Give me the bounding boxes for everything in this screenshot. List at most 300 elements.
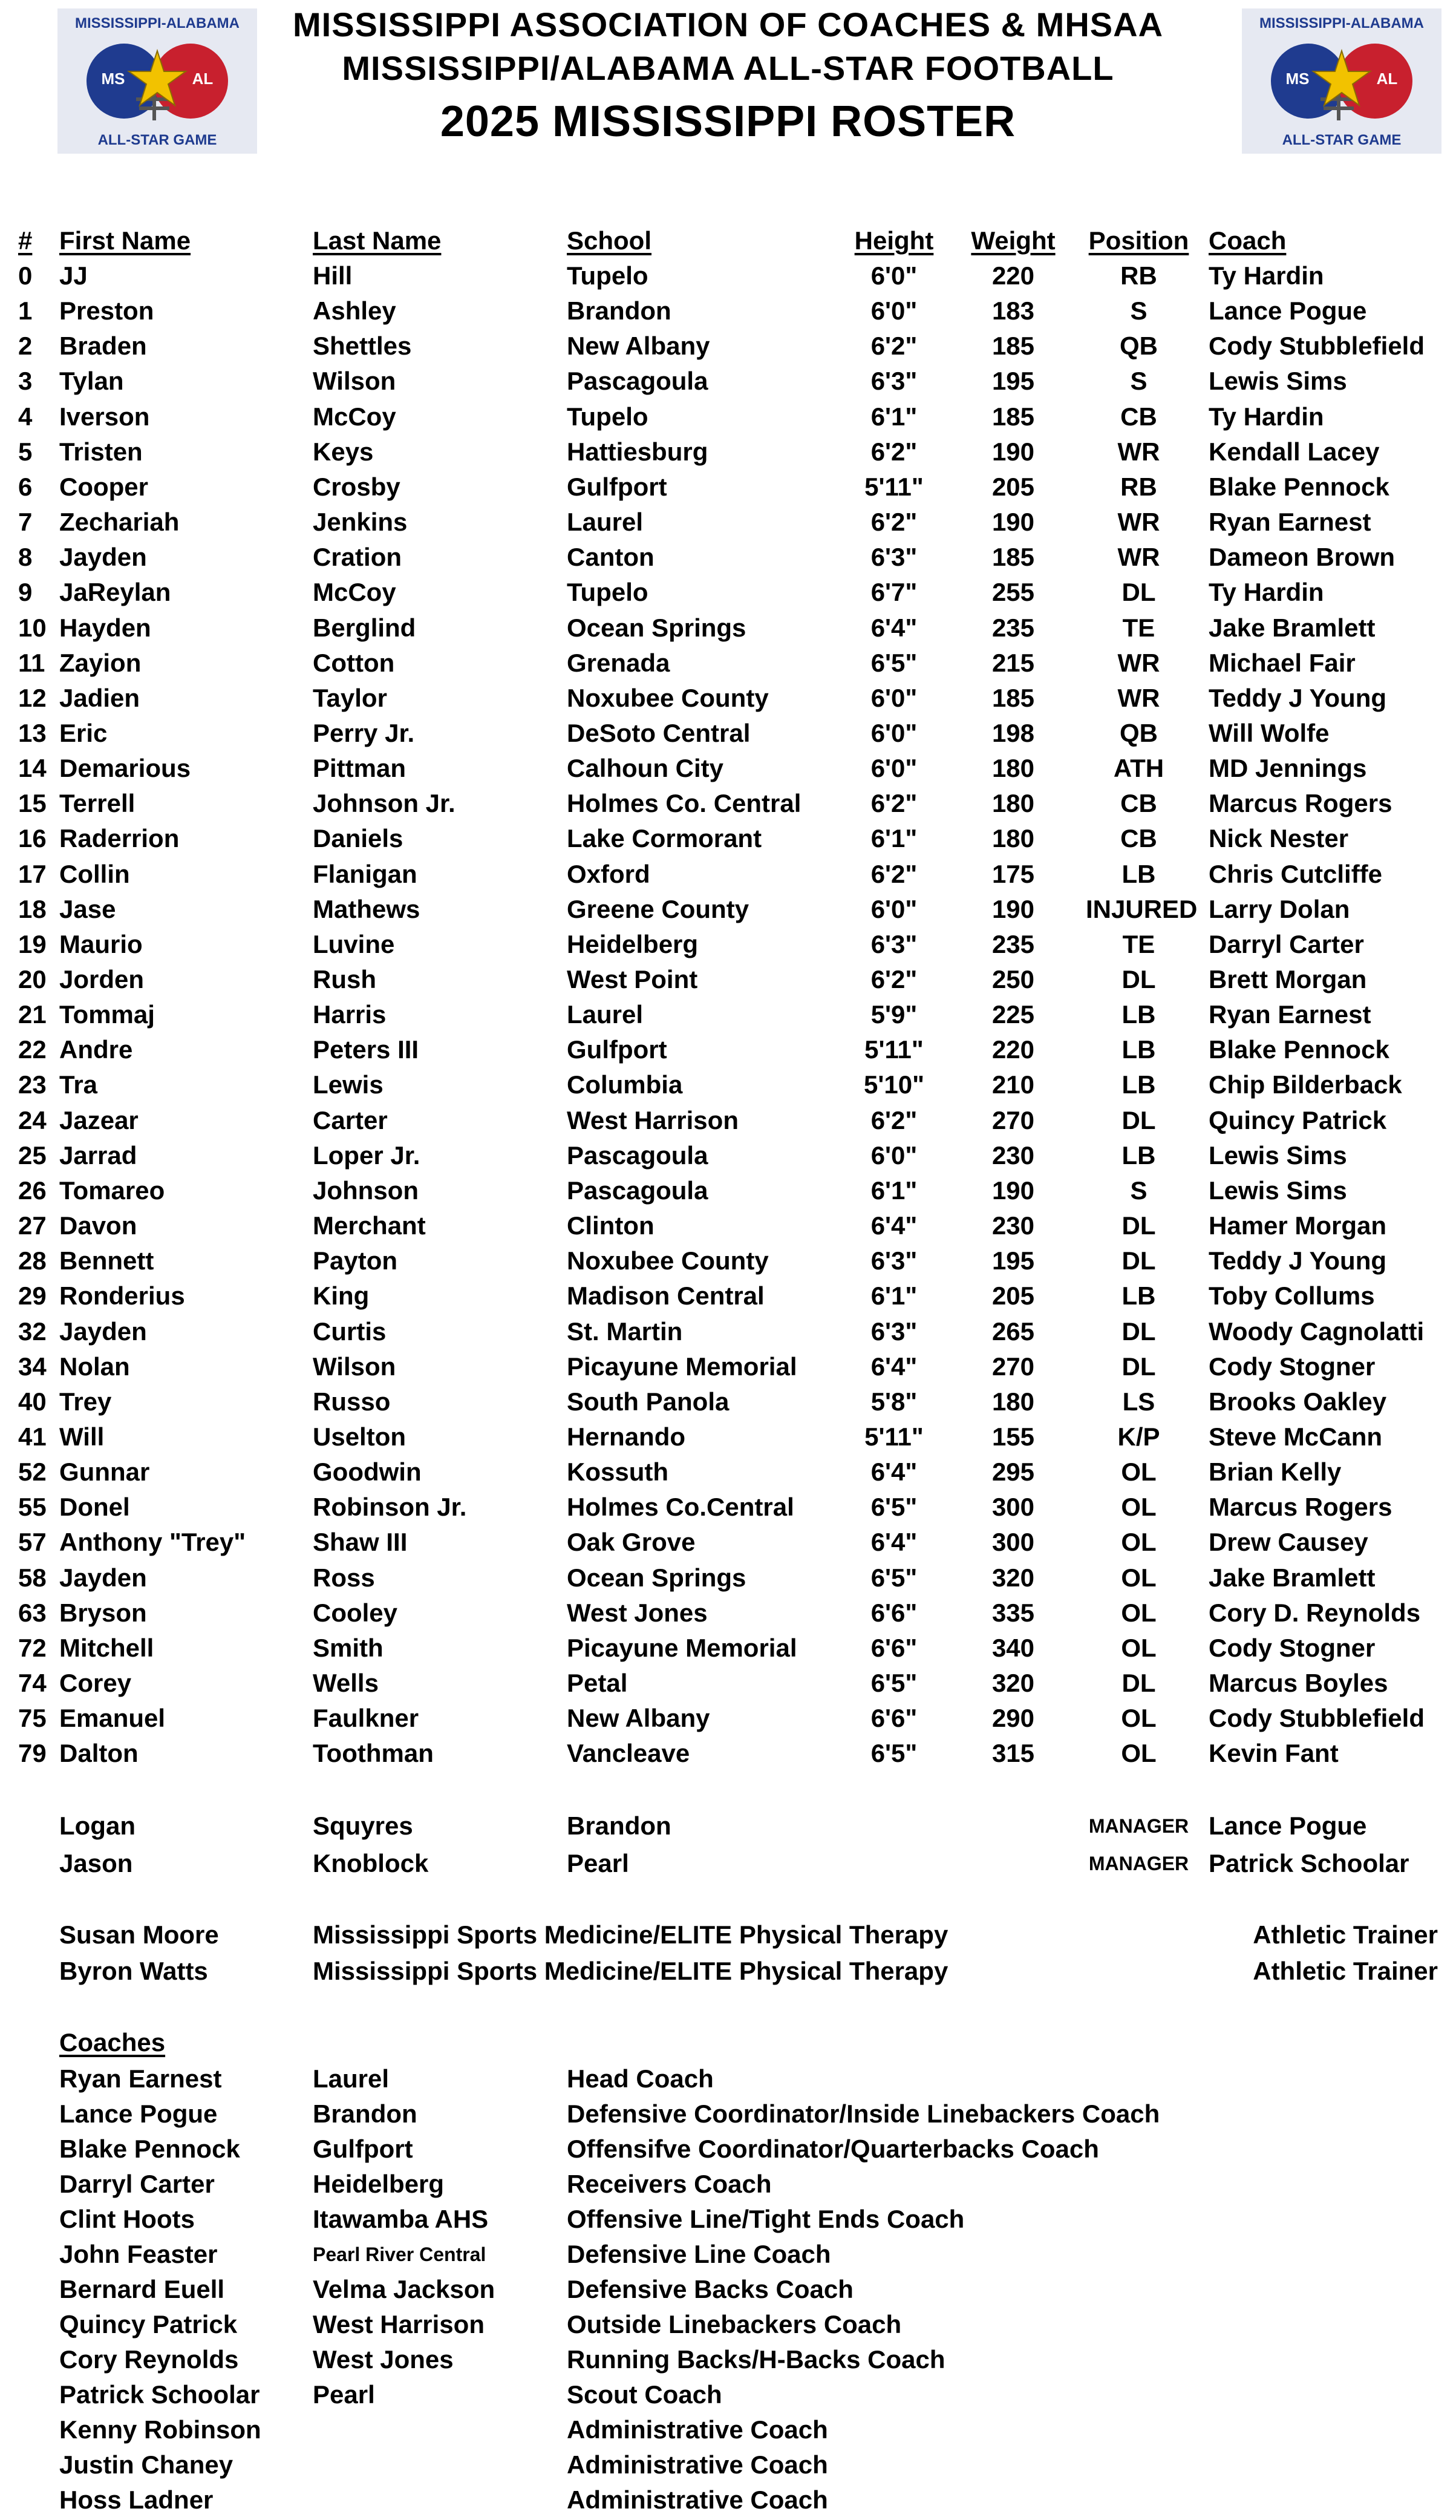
player-height: 6'2" — [870, 332, 918, 360]
player-first-name: Cooper — [59, 473, 148, 501]
player-height: 5'11" — [864, 473, 924, 501]
player-first-name: Tylan — [59, 367, 124, 395]
player-position: DL — [1121, 1352, 1156, 1381]
coach-role: Administrative Coach — [567, 2486, 828, 2514]
player-first-name: Iverson — [59, 402, 150, 431]
table-row — [0, 1455, 1456, 1489]
player-first-name: Jadien — [59, 684, 140, 712]
player-height: 6'5" — [870, 1493, 918, 1521]
player-first-name: Jazear — [59, 1106, 139, 1134]
player-last-name: Jenkins — [313, 508, 408, 536]
player-number: 4 — [18, 402, 33, 431]
player-school: Grenada — [567, 649, 670, 677]
table-row — [0, 822, 1456, 856]
player-number: 20 — [18, 965, 47, 993]
player-last-name: Russo — [313, 1387, 391, 1416]
player-first-name: Tristen — [59, 437, 143, 466]
player-number: 26 — [18, 1176, 47, 1205]
coach-name: Kenny Robinson — [59, 2415, 261, 2444]
player-weight: 180 — [991, 789, 1035, 817]
player-school: Laurel — [567, 508, 644, 536]
manager-role: MANAGER — [1088, 1815, 1189, 1837]
all-star-game-logo-left — [57, 8, 257, 154]
coach-school: Velma Jackson — [313, 2275, 495, 2303]
player-position: ATH — [1113, 754, 1164, 782]
player-position: RB — [1120, 473, 1157, 501]
player-height: 6'5" — [870, 1739, 918, 1767]
player-height: 6'5" — [870, 649, 918, 677]
coach-name: Ryan Earnest — [59, 2064, 222, 2093]
player-height: 6'1" — [870, 402, 918, 431]
player-first-name: Jase — [59, 895, 116, 923]
manager-last-name: Squyres — [313, 1811, 413, 1840]
coach-name: Lance Pogue — [59, 2099, 218, 2128]
player-weight: 255 — [991, 578, 1035, 606]
player-position: S — [1130, 296, 1147, 325]
player-number: 24 — [18, 1106, 47, 1134]
player-coach: Larry Dolan — [1209, 895, 1350, 923]
player-position: S — [1130, 1176, 1147, 1205]
player-weight: 185 — [991, 543, 1035, 571]
table-row — [0, 1631, 1456, 1665]
player-coach: Brooks Oakley — [1209, 1387, 1387, 1416]
player-first-name: Zechariah — [59, 508, 180, 536]
player-weight: 185 — [991, 402, 1035, 431]
player-weight: 185 — [991, 684, 1035, 712]
player-number: 18 — [18, 895, 47, 923]
player-coach: Ty Hardin — [1209, 578, 1324, 606]
player-position: WR — [1117, 649, 1160, 677]
player-last-name: Daniels — [313, 824, 403, 853]
player-first-name: Davon — [59, 1211, 137, 1240]
table-row — [0, 1490, 1456, 1524]
player-coach: Ty Hardin — [1209, 261, 1324, 290]
player-height: 6'6" — [870, 1634, 918, 1662]
player-position: DL — [1121, 1246, 1156, 1275]
table-row — [0, 259, 1456, 293]
player-position: TE — [1122, 930, 1155, 958]
trainer-name: Susan Moore — [59, 1920, 219, 1949]
player-position: CB — [1120, 824, 1157, 853]
player-first-name: Raderrion — [59, 824, 180, 853]
manager-school: Brandon — [567, 1811, 671, 1840]
coach-row — [0, 2097, 1456, 2131]
player-coach: Ryan Earnest — [1209, 508, 1371, 536]
player-number: 74 — [18, 1669, 47, 1697]
table-row — [0, 1525, 1456, 1559]
coach-school: Pearl River Central — [313, 2243, 486, 2265]
player-school: Hattiesburg — [567, 437, 708, 466]
player-last-name: Goodwin — [313, 1458, 422, 1486]
player-height: 6'1" — [870, 824, 918, 853]
player-weight: 250 — [991, 965, 1035, 993]
player-school: Calhoun City — [567, 754, 723, 782]
player-number: 11 — [18, 649, 45, 677]
player-last-name: Mathews — [313, 895, 420, 923]
player-school: Pascagoula — [567, 367, 708, 395]
coach-role: Defensive Coordinator/Inside Linebackers Coach — [567, 2099, 1160, 2128]
player-coach: Chris Cutcliffe — [1209, 860, 1383, 888]
player-coach: Marcus Rogers — [1209, 789, 1392, 817]
player-first-name: Hayden — [59, 614, 151, 642]
player-number: 10 — [18, 614, 47, 642]
player-number: 29 — [18, 1281, 47, 1310]
coach-row — [0, 2167, 1456, 2201]
player-coach: Woody Cagnolatti — [1209, 1317, 1425, 1346]
coach-name: Cory Reynolds — [59, 2345, 239, 2374]
col-header-school: School — [567, 226, 652, 255]
player-weight: 235 — [991, 930, 1035, 958]
player-position: QB — [1120, 332, 1158, 360]
player-school: Holmes Co. Central — [567, 789, 801, 817]
player-last-name: Wilson — [313, 367, 396, 395]
table-row — [0, 1139, 1456, 1173]
coach-row — [0, 2483, 1456, 2517]
player-coach: Marcus Boyles — [1209, 1669, 1388, 1697]
player-last-name: Hill — [313, 261, 353, 290]
player-school: Ocean Springs — [567, 1563, 746, 1592]
player-position: CB — [1120, 402, 1157, 431]
table-row — [0, 857, 1456, 891]
player-first-name: Tomareo — [59, 1176, 165, 1205]
player-number: 41 — [18, 1422, 47, 1451]
table-row — [0, 1701, 1456, 1735]
player-height: 5'11" — [864, 1035, 924, 1064]
player-height: 6'6" — [870, 1704, 918, 1732]
player-school: Tupelo — [567, 402, 648, 431]
player-last-name: Cotton — [313, 649, 395, 677]
player-first-name: JaReylan — [59, 578, 171, 606]
player-position: TE — [1122, 614, 1155, 642]
player-height: 6'2" — [870, 965, 918, 993]
table-row — [0, 575, 1456, 609]
player-first-name: Tra — [59, 1070, 98, 1099]
player-position: WR — [1117, 543, 1160, 571]
roster-title: 2025 MISSISSIPPI ROSTER — [440, 97, 1016, 146]
player-height: 6'4" — [870, 1458, 918, 1486]
table-row — [0, 364, 1456, 398]
player-coach: Cody Stogner — [1209, 1352, 1376, 1381]
logo-top-text: MISSISSIPPI-ALABAMA — [1259, 15, 1425, 31]
player-first-name: Demarious — [59, 754, 191, 782]
player-position: OL — [1121, 1563, 1157, 1592]
player-school: New Albany — [567, 1704, 710, 1732]
col-header-last-name: Last Name — [313, 226, 442, 255]
player-school: Oak Grove — [567, 1528, 696, 1556]
table-row — [0, 681, 1456, 715]
manager-row — [0, 1847, 1456, 1880]
player-first-name: Anthony "Trey" — [59, 1528, 246, 1556]
table-row — [0, 470, 1456, 504]
coach-school: West Jones — [313, 2345, 454, 2374]
player-first-name: Andre — [59, 1035, 133, 1064]
player-first-name: Jayden — [59, 1563, 147, 1592]
player-first-name: Bryson — [59, 1599, 147, 1627]
player-number: 22 — [18, 1035, 47, 1064]
player-coach: Toby Collums — [1209, 1281, 1375, 1310]
player-number: 55 — [18, 1493, 47, 1521]
player-first-name: Jorden — [59, 965, 145, 993]
player-weight: 295 — [991, 1458, 1035, 1486]
table-row — [0, 1385, 1456, 1419]
player-first-name: Eric — [59, 719, 108, 747]
coach-role: Defensive Line Coach — [567, 2240, 831, 2268]
player-first-name: Jayden — [59, 1317, 147, 1346]
table-row — [0, 540, 1456, 574]
player-first-name: Braden — [59, 332, 147, 360]
player-weight: 320 — [991, 1669, 1035, 1697]
player-last-name: Peters III — [313, 1035, 419, 1064]
player-number: 79 — [18, 1739, 47, 1767]
player-position: INJURED — [1086, 895, 1198, 923]
player-coach: Michael Fair — [1209, 649, 1356, 677]
player-school: Pascagoula — [567, 1141, 708, 1170]
player-number: 2 — [18, 332, 33, 360]
table-row — [0, 892, 1456, 926]
player-school: Ocean Springs — [567, 614, 746, 642]
player-last-name: Loper Jr. — [313, 1141, 420, 1170]
player-number: 3 — [18, 367, 33, 395]
player-position: LB — [1121, 1035, 1156, 1064]
coach-row — [0, 2448, 1456, 2482]
player-last-name: Rush — [313, 965, 376, 993]
coach-school: Gulfport — [313, 2135, 413, 2163]
trainer-role: Athletic Trainer — [1253, 1920, 1438, 1949]
coach-role: Offensive Line/Tight Ends Coach — [567, 2205, 965, 2233]
player-height: 6'2" — [870, 508, 918, 536]
player-position: DL — [1121, 1211, 1156, 1240]
table-row — [0, 716, 1456, 750]
player-coach: MD Jennings — [1209, 754, 1367, 782]
player-school: Oxford — [567, 860, 650, 888]
player-school: Picayune Memorial — [567, 1634, 797, 1662]
player-weight: 300 — [991, 1528, 1035, 1556]
player-weight: 198 — [991, 719, 1035, 747]
player-school: West Point — [567, 965, 698, 993]
player-position: LS — [1122, 1387, 1155, 1416]
player-coach: Cody Stubblefield — [1209, 1704, 1425, 1732]
player-weight: 190 — [991, 895, 1035, 923]
table-row — [0, 435, 1456, 469]
player-position: OL — [1121, 1739, 1157, 1767]
player-school: Heidelberg — [567, 930, 699, 958]
player-number: 57 — [18, 1528, 47, 1556]
player-last-name: Berglind — [313, 614, 416, 642]
player-position: WR — [1117, 437, 1160, 466]
player-last-name: Harris — [313, 1000, 387, 1029]
player-school: DeSoto Central — [567, 719, 751, 747]
player-last-name: Merchant — [313, 1211, 426, 1240]
manager-role: MANAGER — [1088, 1853, 1189, 1874]
trainer-row — [0, 1954, 1456, 1988]
player-position: DL — [1121, 1669, 1156, 1697]
logo-al-text: AL — [192, 70, 214, 88]
table-row — [0, 1174, 1456, 1208]
coach-school: Brandon — [313, 2099, 417, 2128]
player-coach: Lance Pogue — [1209, 296, 1367, 325]
player-last-name: Cooley — [313, 1599, 398, 1627]
player-school: Kossuth — [567, 1458, 668, 1486]
player-position: LB — [1121, 1141, 1156, 1170]
player-last-name: Johnson Jr. — [313, 789, 455, 817]
coach-row — [0, 2237, 1456, 2271]
player-coach: Marcus Rogers — [1209, 1493, 1392, 1521]
player-weight: 185 — [991, 332, 1035, 360]
manager-coach: Lance Pogue — [1209, 1811, 1367, 1840]
player-first-name: Collin — [59, 860, 130, 888]
player-coach: Cody Stubblefield — [1209, 332, 1425, 360]
table-row — [0, 1420, 1456, 1454]
player-last-name: Uselton — [313, 1422, 406, 1451]
player-weight: 225 — [991, 1000, 1035, 1029]
logo-ms-text: MS — [1285, 70, 1310, 88]
player-weight: 190 — [991, 437, 1035, 466]
coach-role: Receivers Coach — [567, 2170, 772, 2198]
coach-row — [0, 2273, 1456, 2306]
coach-role: Administrative Coach — [567, 2415, 828, 2444]
coach-role: Scout Coach — [567, 2380, 722, 2409]
player-coach: Blake Pennock — [1209, 473, 1389, 501]
player-height: 6'3" — [870, 543, 918, 571]
player-first-name: Zayion — [59, 649, 142, 677]
player-number: 12 — [18, 684, 47, 712]
coach-school: Itawamba AHS — [313, 2205, 489, 2233]
trainer-row — [0, 1918, 1456, 1952]
player-last-name: Ross — [313, 1563, 375, 1592]
table-row — [0, 329, 1456, 363]
player-coach: Cory D. Reynolds — [1209, 1599, 1421, 1627]
player-first-name: Preston — [59, 296, 154, 325]
player-coach: Teddy J Young — [1209, 1246, 1387, 1275]
player-coach: Brett Morgan — [1209, 965, 1367, 993]
player-position: WR — [1117, 508, 1160, 536]
player-coach: Lewis Sims — [1209, 367, 1347, 395]
table-row — [0, 1736, 1456, 1770]
coach-name: Darryl Carter — [59, 2170, 215, 2198]
col-header-coach: Coach — [1209, 226, 1287, 255]
player-last-name: Keys — [313, 437, 374, 466]
coach-name: Blake Pennock — [59, 2135, 240, 2163]
col-header-height: Height — [854, 226, 934, 255]
player-school: Greene County — [567, 895, 749, 923]
table-row — [0, 1315, 1456, 1349]
player-school: Vancleave — [567, 1739, 690, 1767]
player-first-name: Ronderius — [59, 1281, 185, 1310]
logo-bottom-text: ALL-STAR GAME — [1282, 132, 1402, 148]
player-first-name: Gunnar — [59, 1458, 150, 1486]
player-school: Noxubee County — [567, 1246, 769, 1275]
coach-name: Bernard Euell — [59, 2275, 225, 2303]
player-school: Noxubee County — [567, 684, 769, 712]
player-school: Tupelo — [567, 578, 648, 606]
coach-role: Outside Linebackers Coach — [567, 2310, 902, 2338]
player-school: Brandon — [567, 296, 671, 325]
player-last-name: Robinson Jr. — [313, 1493, 467, 1521]
coach-name: Justin Chaney — [59, 2450, 233, 2479]
player-height: 6'4" — [870, 1528, 918, 1556]
player-number: 9 — [18, 578, 33, 606]
player-weight: 235 — [991, 614, 1035, 642]
player-school: West Jones — [567, 1599, 708, 1627]
table-row — [0, 1350, 1456, 1384]
player-weight: 210 — [991, 1070, 1035, 1099]
coaches-heading: Coaches — [59, 2028, 166, 2057]
table-row — [0, 611, 1456, 645]
coach-school: Heidelberg — [313, 2170, 445, 2198]
player-weight: 220 — [991, 1035, 1035, 1064]
table-row — [0, 1596, 1456, 1630]
helmets-logo-icon — [57, 8, 257, 154]
coach-role: Offensifve Coordinator/Quarterbacks Coach — [567, 2135, 1099, 2163]
player-coach: Jake Bramlett — [1209, 614, 1376, 642]
col-header-first-name: First Name — [59, 226, 191, 255]
table-row — [0, 1209, 1456, 1243]
player-position: DL — [1121, 1106, 1156, 1134]
col-header-weight: Weight — [971, 226, 1056, 255]
coach-row — [0, 2308, 1456, 2342]
player-height: 6'1" — [870, 1281, 918, 1310]
player-coach: Lewis Sims — [1209, 1141, 1347, 1170]
header — [0, 0, 1456, 157]
player-height: 6'7" — [870, 578, 918, 606]
player-last-name: Wells — [313, 1669, 379, 1697]
table-row — [0, 1666, 1456, 1700]
player-height: 6'5" — [870, 1563, 918, 1592]
player-weight: 180 — [991, 1387, 1035, 1416]
player-school: Gulfport — [567, 1035, 667, 1064]
player-first-name: Trey — [59, 1387, 112, 1416]
player-height: 6'0" — [870, 261, 918, 290]
player-position: K/P — [1117, 1422, 1160, 1451]
player-last-name: Toothman — [313, 1739, 434, 1767]
player-weight: 230 — [991, 1211, 1035, 1240]
player-school: Picayune Memorial — [567, 1352, 797, 1381]
header-line-2: MISSISSIPPI/ALABAMA ALL-STAR FOOTBALL — [342, 49, 1114, 87]
player-number: 40 — [18, 1387, 47, 1416]
player-school: South Panola — [567, 1387, 730, 1416]
player-weight: 315 — [991, 1739, 1035, 1767]
player-coach: Nick Nester — [1209, 824, 1349, 853]
table-row — [0, 1279, 1456, 1313]
player-last-name: Faulkner — [313, 1704, 419, 1732]
table-row — [0, 400, 1456, 434]
player-position: DL — [1121, 965, 1156, 993]
player-position: DL — [1121, 1317, 1156, 1346]
player-number: 23 — [18, 1070, 47, 1099]
trainer-role: Athletic Trainer — [1253, 1957, 1438, 1985]
player-coach: Hamer Morgan — [1209, 1211, 1387, 1240]
player-first-name: Corey — [59, 1669, 132, 1697]
player-height: 6'6" — [870, 1599, 918, 1627]
player-coach: Kevin Fant — [1209, 1739, 1339, 1767]
player-number: 5 — [18, 437, 33, 466]
player-number: 75 — [18, 1704, 47, 1732]
table-row — [0, 1104, 1456, 1137]
player-number: 19 — [18, 930, 47, 958]
player-school: Columbia — [567, 1070, 683, 1099]
player-height: 6'0" — [870, 754, 918, 782]
roster-column-headers — [0, 224, 1456, 258]
player-weight: 300 — [991, 1493, 1035, 1521]
player-last-name: Pittman — [313, 754, 406, 782]
player-coach: Drew Causey — [1209, 1528, 1368, 1556]
player-number: 1 — [18, 296, 33, 325]
player-weight: 270 — [991, 1352, 1035, 1381]
player-weight: 340 — [991, 1634, 1035, 1662]
player-weight: 175 — [991, 860, 1035, 888]
player-position: OL — [1121, 1704, 1157, 1732]
player-number: 25 — [18, 1141, 47, 1170]
